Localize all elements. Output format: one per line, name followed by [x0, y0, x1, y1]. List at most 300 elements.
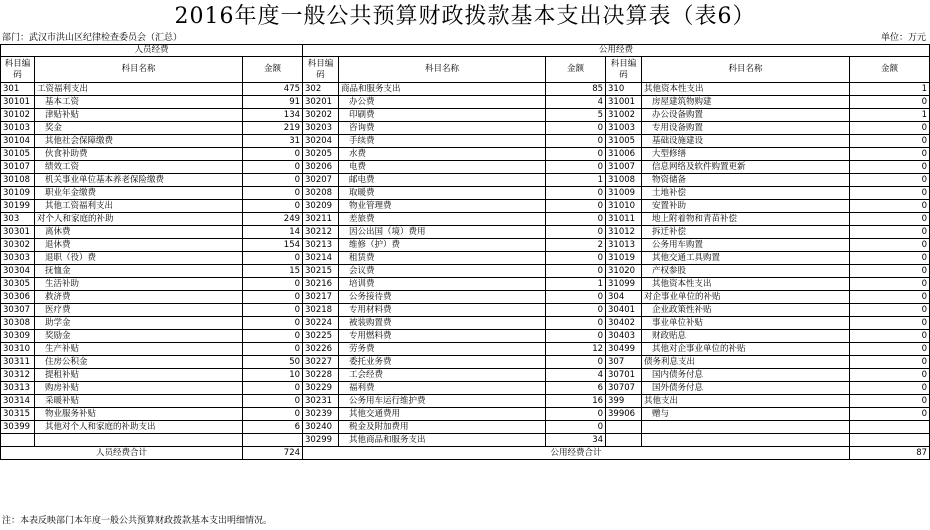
cell-amount: 6	[243, 421, 303, 434]
cell-code: 30202	[303, 109, 339, 122]
cell-amount: 0	[243, 382, 303, 395]
code-header: 科目编码	[303, 57, 339, 83]
cell-name: 采暖补贴	[35, 395, 243, 408]
cell-name: 其他交通工具购置	[642, 252, 850, 265]
cell-amount: 0	[243, 174, 303, 187]
cell-name: 拆迁补偿	[642, 226, 850, 239]
table-row	[1, 265, 930, 278]
code-header: 科目编码	[1, 57, 35, 83]
cell-name	[35, 434, 243, 447]
cell-name: 奖金	[35, 122, 243, 135]
cell-code: 30301	[1, 226, 35, 239]
cell-amount: 31	[243, 135, 303, 148]
cell-amount: 1	[850, 83, 930, 96]
cell-code: 30201	[303, 96, 339, 109]
cell-amount: 0	[546, 356, 606, 369]
cell-code: 30239	[303, 408, 339, 421]
cell-name: 其他交通费用	[339, 408, 546, 421]
cell-name: 基础设施建设	[642, 135, 850, 148]
cell-amount: 0	[243, 408, 303, 421]
cell-name: 其他资本性支出	[642, 278, 850, 291]
cell-name: 其他支出	[642, 395, 850, 408]
cell-name: 水费	[339, 148, 546, 161]
cell-code: 30707	[606, 382, 642, 395]
cell-name: 公务接待费	[339, 291, 546, 304]
cell-name: 退职（役）费	[35, 252, 243, 265]
cell-code: 30211	[303, 213, 339, 226]
cell-amount: 0	[243, 200, 303, 213]
cell-code: 31020	[606, 265, 642, 278]
cell-amount: 0	[850, 356, 930, 369]
cell-name: 维修（护）费	[339, 239, 546, 252]
public-group-header: 公用经费	[303, 45, 930, 57]
cell-code: 30304	[1, 265, 35, 278]
cell-name: 离休费	[35, 226, 243, 239]
cell-name: 取暖费	[339, 187, 546, 200]
cell-code: 304	[606, 291, 642, 304]
cell-code: 30104	[1, 135, 35, 148]
table-row	[1, 382, 930, 395]
cell-amount: 0	[243, 161, 303, 174]
cell-amount: 0	[243, 291, 303, 304]
cell-amount: 0	[850, 187, 930, 200]
totals-row	[1, 447, 930, 460]
cell-code: 30315	[1, 408, 35, 421]
cell-amount: 0	[546, 200, 606, 213]
cell-name: 土地补偿	[642, 187, 850, 200]
cell-name: 其他资本性支出	[642, 83, 850, 96]
cell-name: 对企事业单位的补贴	[642, 291, 850, 304]
cell-amount: 475	[243, 83, 303, 96]
table-row	[1, 330, 930, 343]
cell-amount: 0	[850, 213, 930, 226]
cell-amount: 0	[850, 330, 930, 343]
cell-code: 30203	[303, 122, 339, 135]
cell-code: 30228	[303, 369, 339, 382]
name-header: 科目名称	[35, 57, 243, 83]
cell-code: 30206	[303, 161, 339, 174]
cell-amount: 0	[546, 187, 606, 200]
cell-code: 30208	[303, 187, 339, 200]
cell-code: 30307	[1, 304, 35, 317]
cell-name: 助学金	[35, 317, 243, 330]
cell-amount: 0	[850, 408, 930, 421]
cell-name: 工会经费	[339, 369, 546, 382]
cell-code: 30306	[1, 291, 35, 304]
cell-code: 30399	[1, 421, 35, 434]
table-row	[1, 226, 930, 239]
cell-code: 30212	[303, 226, 339, 239]
cell-amount: 0	[850, 200, 930, 213]
table-row	[1, 252, 930, 265]
cell-name: 大型修缮	[642, 148, 850, 161]
cell-code: 301	[1, 83, 35, 96]
cell-code	[606, 421, 642, 434]
cell-amount: 0	[850, 395, 930, 408]
cell-name: 职业年金缴费	[35, 187, 243, 200]
cell-name: 公务用车运行维护费	[339, 395, 546, 408]
cell-code: 30309	[1, 330, 35, 343]
cell-code: 30227	[303, 356, 339, 369]
cell-name: 培训费	[339, 278, 546, 291]
cell-code: 30240	[303, 421, 339, 434]
cell-amount: 0	[546, 421, 606, 434]
cell-code: 30499	[606, 343, 642, 356]
cell-amount: 0	[546, 291, 606, 304]
cell-amount: 0	[546, 122, 606, 135]
cell-code: 31007	[606, 161, 642, 174]
table-row	[1, 317, 930, 330]
page-title: 2016年度一般公共预算财政拨款基本支出决算表（表6）	[174, 4, 756, 29]
cell-name	[642, 421, 850, 434]
cell-name: 地上附着物和青苗补偿	[642, 213, 850, 226]
cell-amount: 0	[850, 96, 930, 109]
cell-name: 电费	[339, 161, 546, 174]
cell-amount: 0	[850, 291, 930, 304]
cell-code: 31003	[606, 122, 642, 135]
name-header: 科目名称	[339, 57, 546, 83]
cell-amount: 0	[243, 252, 303, 265]
cell-amount: 0	[243, 343, 303, 356]
cell-amount: 0	[546, 135, 606, 148]
cell-code: 310	[606, 83, 642, 96]
cell-name: 赠与	[642, 408, 850, 421]
cell-name: 安置补助	[642, 200, 850, 213]
cell-amount: 0	[850, 239, 930, 252]
table-row	[1, 304, 930, 317]
cell-code: 30103	[1, 122, 35, 135]
cell-code: 30313	[1, 382, 35, 395]
cell-amount: 0	[850, 252, 930, 265]
table-row	[1, 369, 930, 382]
cell-amount: 0	[850, 135, 930, 148]
cell-amount: 0	[243, 304, 303, 317]
cell-code	[606, 434, 642, 447]
table-row	[1, 200, 930, 213]
cell-code: 30108	[1, 174, 35, 187]
cell-amount: 0	[546, 226, 606, 239]
cell-name: 手续费	[339, 135, 546, 148]
cell-code: 30105	[1, 148, 35, 161]
cell-code: 30214	[303, 252, 339, 265]
cell-amount: 249	[243, 213, 303, 226]
cell-amount: 0	[546, 161, 606, 174]
cell-name: 医疗费	[35, 304, 243, 317]
cell-name: 办公设备购置	[642, 109, 850, 122]
department-label: 部门：武汉市洪山区纪律检查委员会（汇总）	[2, 33, 183, 43]
table-row	[1, 291, 930, 304]
cell-amount: 0	[546, 317, 606, 330]
cell-name: 差旅费	[339, 213, 546, 226]
table-row	[1, 434, 930, 447]
cell-code: 30213	[303, 239, 339, 252]
cell-name: 购房补贴	[35, 382, 243, 395]
cell-code: 31008	[606, 174, 642, 187]
cell-code: 31099	[606, 278, 642, 291]
unit-label: 单位：万元	[880, 33, 926, 43]
cell-code: 30308	[1, 317, 35, 330]
cell-amount: 0	[850, 369, 930, 382]
cell-code: 30205	[303, 148, 339, 161]
cell-name: 财政贴息	[642, 330, 850, 343]
cell-amount: 0	[546, 265, 606, 278]
cell-name: 救济费	[35, 291, 243, 304]
cell-name: 物业管理费	[339, 200, 546, 213]
cell-amount: 0	[850, 161, 930, 174]
cell-code: 30109	[1, 187, 35, 200]
cell-amount: 0	[850, 382, 930, 395]
cell-code: 30209	[303, 200, 339, 213]
cell-name: 债务利息支出	[642, 356, 850, 369]
cell-name: 其他社会保障缴费	[35, 135, 243, 148]
cell-amount: 0	[850, 265, 930, 278]
cell-name: 被装购置费	[339, 317, 546, 330]
cell-amount: 4	[546, 96, 606, 109]
cell-code: 30215	[303, 265, 339, 278]
table-row	[1, 174, 930, 187]
name-header: 科目名称	[642, 57, 850, 83]
table-row	[1, 135, 930, 148]
cell-code: 30231	[303, 395, 339, 408]
cell-name: 对个人和家庭的补助	[35, 213, 243, 226]
cell-code: 399	[606, 395, 642, 408]
cell-name: 产权参股	[642, 265, 850, 278]
cell-name: 咨询费	[339, 122, 546, 135]
cell-code: 31006	[606, 148, 642, 161]
table-row	[1, 278, 930, 291]
cell-name: 生活补助	[35, 278, 243, 291]
cell-amount: 34	[546, 434, 606, 447]
code-header: 科目编码	[606, 57, 642, 83]
cell-name: 物资储备	[642, 174, 850, 187]
table-row	[1, 239, 930, 252]
cell-code: 30199	[1, 200, 35, 213]
cell-code: 30401	[606, 304, 642, 317]
cell-amount: 0	[546, 330, 606, 343]
cell-amount: 0	[850, 304, 930, 317]
cell-name: 提租补贴	[35, 369, 243, 382]
cell-name: 抚恤金	[35, 265, 243, 278]
expenditure-table	[0, 44, 930, 460]
cell-code: 30229	[303, 382, 339, 395]
cell-code: 30102	[1, 109, 35, 122]
cell-amount: 0	[850, 278, 930, 291]
cell-code: 31012	[606, 226, 642, 239]
cell-name	[642, 434, 850, 447]
cell-name: 绩效工资	[35, 161, 243, 174]
cell-code: 30312	[1, 369, 35, 382]
cell-name: 事业单位补贴	[642, 317, 850, 330]
table-row	[1, 148, 930, 161]
cell-name: 专用材料费	[339, 304, 546, 317]
cell-code: 30226	[303, 343, 339, 356]
column-header-row	[1, 57, 930, 83]
table-row	[1, 122, 930, 135]
cell-name: 退休费	[35, 239, 243, 252]
cell-name: 其他对企事业单位的补贴	[642, 343, 850, 356]
cell-code: 30101	[1, 96, 35, 109]
cell-amount: 10	[243, 369, 303, 382]
cell-code: 302	[303, 83, 339, 96]
cell-name: 福利费	[339, 382, 546, 395]
cell-amount: 0	[243, 148, 303, 161]
cell-amount: 0	[546, 252, 606, 265]
cell-name: 基本工资	[35, 96, 243, 109]
cell-code: 30207	[303, 174, 339, 187]
cell-amount: 91	[243, 96, 303, 109]
cell-code: 30402	[606, 317, 642, 330]
table-row	[1, 83, 930, 96]
table-row	[1, 161, 930, 174]
cell-name: 其他对个人和家庭的补助支出	[35, 421, 243, 434]
group-header-row	[1, 45, 930, 57]
cell-amount: 16	[546, 395, 606, 408]
table-row	[1, 109, 930, 122]
table-row	[1, 395, 930, 408]
table-row	[1, 421, 930, 434]
cell-code: 30216	[303, 278, 339, 291]
cell-code: 31011	[606, 213, 642, 226]
cell-name: 其他商品和服务支出	[339, 434, 546, 447]
cell-code: 30314	[1, 395, 35, 408]
cell-name: 信息网络及软件购置更新	[642, 161, 850, 174]
cell-amount: 0	[546, 408, 606, 421]
cell-name: 伙食补助费	[35, 148, 243, 161]
cell-amount: 1	[546, 278, 606, 291]
table-row	[1, 356, 930, 369]
cell-name: 专用燃料费	[339, 330, 546, 343]
cell-amount: 1	[850, 109, 930, 122]
cell-code: 30311	[1, 356, 35, 369]
personnel-total-value: 724	[243, 447, 303, 460]
cell-name: 国内债务付息	[642, 369, 850, 382]
public-total-label: 公用经费合计	[303, 447, 850, 460]
cell-name: 房屋建筑物购建	[642, 96, 850, 109]
cell-code: 30225	[303, 330, 339, 343]
cell-name: 机关事业单位基本养老保险缴费	[35, 174, 243, 187]
cell-amount: 12	[546, 343, 606, 356]
cell-amount: 0	[546, 213, 606, 226]
cell-amount: 0	[850, 174, 930, 187]
cell-code: 31019	[606, 252, 642, 265]
cell-code: 30303	[1, 252, 35, 265]
cell-code: 31001	[606, 96, 642, 109]
cell-amount: 15	[243, 265, 303, 278]
table-row	[1, 408, 930, 421]
cell-code: 30305	[1, 278, 35, 291]
cell-name: 工资福利支出	[35, 83, 243, 96]
cell-name: 奖励金	[35, 330, 243, 343]
cell-code: 307	[606, 356, 642, 369]
cell-name: 其他工资福利支出	[35, 200, 243, 213]
cell-code: 30403	[606, 330, 642, 343]
cell-amount: 0	[850, 343, 930, 356]
cell-name: 印刷费	[339, 109, 546, 122]
cell-amount: 134	[243, 109, 303, 122]
cell-name: 津贴补贴	[35, 109, 243, 122]
cell-amount: 0	[243, 395, 303, 408]
cell-code: 30217	[303, 291, 339, 304]
table-row	[1, 213, 930, 226]
cell-name: 劳务费	[339, 343, 546, 356]
cell-code: 31005	[606, 135, 642, 148]
cell-amount: 4	[546, 369, 606, 382]
personnel-total-label: 人员经费合计	[1, 447, 243, 460]
cell-code: 30299	[303, 434, 339, 447]
cell-name: 办公费	[339, 96, 546, 109]
cell-amount: 0	[850, 122, 930, 135]
cell-code: 31009	[606, 187, 642, 200]
cell-amount: 0	[850, 226, 930, 239]
cell-amount: 154	[243, 239, 303, 252]
cell-name: 委托业务费	[339, 356, 546, 369]
cell-code: 31013	[606, 239, 642, 252]
cell-amount	[850, 434, 930, 447]
cell-code: 30701	[606, 369, 642, 382]
cell-name: 邮电费	[339, 174, 546, 187]
cell-amount: 1	[546, 174, 606, 187]
personnel-group-header: 人员经费	[1, 45, 303, 57]
cell-name: 税金及附加费用	[339, 421, 546, 434]
cell-amount: 0	[243, 278, 303, 291]
table-row	[1, 187, 930, 200]
cell-code: 30218	[303, 304, 339, 317]
cell-amount: 0	[243, 187, 303, 200]
footnote: 注：本表反映部门本年度一般公共预算财政拨款基本支出明细情况。	[2, 516, 273, 526]
cell-name: 生产补贴	[35, 343, 243, 356]
cell-amount: 5	[546, 109, 606, 122]
cell-name: 国外债务付息	[642, 382, 850, 395]
cell-amount: 0	[546, 148, 606, 161]
cell-name: 公务用车购置	[642, 239, 850, 252]
cell-amount: 14	[243, 226, 303, 239]
cell-amount: 6	[546, 382, 606, 395]
amount-header: 金额	[243, 57, 303, 83]
cell-code: 303	[1, 213, 35, 226]
cell-amount: 0	[243, 317, 303, 330]
cell-amount: 0	[850, 317, 930, 330]
cell-code: 30107	[1, 161, 35, 174]
table-row	[1, 96, 930, 109]
cell-code: 30204	[303, 135, 339, 148]
cell-name: 因公出国（境）费用	[339, 226, 546, 239]
cell-code: 39906	[606, 408, 642, 421]
cell-name: 住房公积金	[35, 356, 243, 369]
cell-name: 物业服务补贴	[35, 408, 243, 421]
cell-amount: 2	[546, 239, 606, 252]
cell-amount	[243, 434, 303, 447]
cell-name: 商品和服务支出	[339, 83, 546, 96]
cell-name: 租赁费	[339, 252, 546, 265]
cell-amount: 85	[546, 83, 606, 96]
cell-amount	[850, 421, 930, 434]
public-total-value: 87	[850, 447, 930, 460]
cell-amount: 0	[850, 148, 930, 161]
cell-amount: 0	[546, 304, 606, 317]
cell-code: 30310	[1, 343, 35, 356]
cell-name: 企业政策性补贴	[642, 304, 850, 317]
cell-amount: 0	[243, 330, 303, 343]
table-row	[1, 343, 930, 356]
cell-code: 30302	[1, 239, 35, 252]
cell-code: 30224	[303, 317, 339, 330]
cell-code	[1, 434, 35, 447]
cell-name: 会议费	[339, 265, 546, 278]
amount-header: 金额	[546, 57, 606, 83]
cell-amount: 219	[243, 122, 303, 135]
cell-name: 专用设备购置	[642, 122, 850, 135]
cell-code: 31002	[606, 109, 642, 122]
